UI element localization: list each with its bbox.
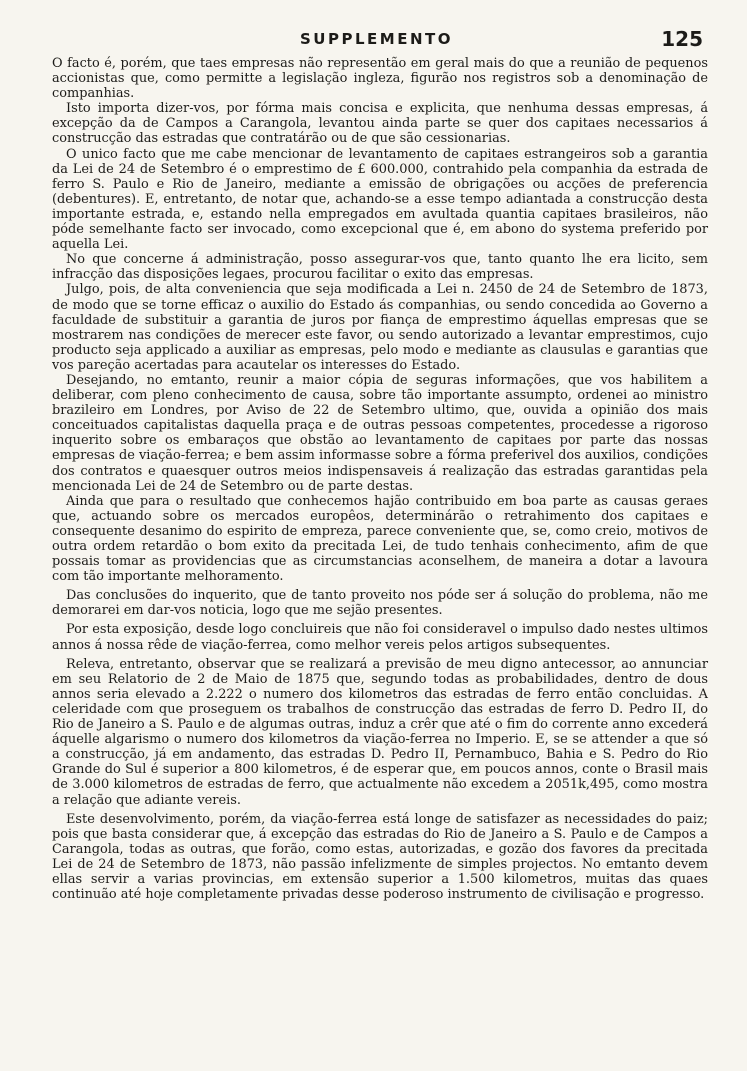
page-header [0, 27, 747, 52]
paragraph: Julgo, pois, de alta conveniencia que seja modificada a Lei n. 2450 de 24 de Setembro de 1873, de modo que se torne efficaz o auxilio do Estado ás companhias, ou sendo concedida ao Governo a faculdade de substituir a garantia de juros por fiança de emprestimo áquellas empresas que se mostrarem nas condições de merecer este favor, ou sendo autorizado a levantar emprestimos, cujo producto seja applicado a auxiliar as empresas, pelo modo e mediante as clausulas e garantias que vos pareção acertadas para acautelar os interesses do Estado. [52, 282, 708, 373]
body-text [52, 56, 708, 902]
paragraph: Este desenvolvimento, porém, da viação-ferrea está longe de satisfazer as necessidades do paiz; pois que basta considerar que, á excepção das estradas do Rio de Janeiro a S. Paulo e de Campos a Carangola, todas as outras, que forão, como estas, autorizadas, e gozão dos favores da precitada Lei de 24 de Setembro de 1873, não passão infelizmente de simples projectos. No emtanto devem ellas servir a varias provincias, em extensão superior a 1.500 kilometros, muitas das quaes continuão até hoje completamente privadas desse poderoso instrumento de civilisação e progresso. [52, 811, 708, 903]
paragraph: Releva, entretanto, observar que se realizará a previsão de meu digno antecessor, ao annunciar em seu Relatorio de 2 de Maio de 1875 que, segundo todas as probabilidades, dentro de dous annos seria elevado a 2.222 o numero dos kilometros das estradas de ferro então concluidas. A celeridade com que proseguem os trabalhos de construcção das estradas de ferro D. Pedro II, do Rio de Janeiro a S. Paulo e de algumas outras, induz a crêr que até o fim do corrente anno excederá áquelle algarismo o numero dos kilometros da viação-ferrea no Imperio. E, se se attender a que só a construcção, já em andamento, das estradas D. Pedro II, Pernambuco, Bahia e S. Pedro do Rio Grande do Sul é superior a 800 kilometros, é de esperar que, em poucos annos, conte o Brasil mais de 3.000 kilometros de estradas de ferro, que actualmente não excedem a 2051k,495, como mostra a relação que adiante vereis. [52, 656, 708, 808]
paragraph: O facto é, porém, que taes empresas não representão em geral mais do que a reunião de pequenos accionistas que, como permitte a legislação ingleza, figurão nos registros sob a denominação de companhias. [52, 56, 708, 102]
running-head: SUPPLEMENTO [300, 30, 453, 48]
paragraph: O unico facto que me cabe mencionar de levantamento de capitaes estrangeiros sob a garantia da Lei de 24 de Setembro é o emprestimo de £ 600.000, contrahido pela companhia da estrada de ferro S. Paulo e Rio de Janeiro, mediante a emissão de obrigações ou acções de preferencia (debentures). E, entretanto, de notar que, achando-se a esse tempo adiantada a construcção desta importante estrada, e, estando nella empregados em avultada quantia capitaes brasileiros, não póde semelhante facto ser invocado, como excepcional que é, em abono do systema preferido por aquella Lei. [52, 146, 708, 253]
paragraph: Desejando, no emtanto, reunir a maior cópia de seguras informações, que vos habilitem a deliberar, com pleno conhecimento de causa, sobre tão importante assumpto, ordenei ao ministro brazileiro em Londres, por Aviso de 22 de Setembro ultimo, que, ouvida a opinião dos mais conceituados capitalistas daquella praça e de outras pessoas competentes, procedesse a rigoroso inquerito sobre os embaraços que obstão ao levantamento de capitaes por parte das nossas empresas de viação-ferrea; e bem assim informasse sobre a fórma preferivel dos auxilios, condições dos contratos e quaesquer outros meios indispensaveis á realização das estradas garantidas pela mencionada Lei de 24 de Setembro ou de parte destas. [52, 372, 708, 494]
paragraph: No que concerne á administração, posso assegurar-vos que, tanto quanto lhe era licito, sem infracção das disposições legaes, procurou facilitar o exito das empresas. [52, 252, 708, 283]
paragraph: Isto importa dizer-vos, por fórma mais concisa e explicita, que nenhuma dessas empresas, á excepção da de Campos a Carangola, levantou ainda parte se quer dos capitaes necessarios á construcção das estradas que contratárão ou de que são cessionarias. [52, 101, 708, 147]
paragraph: Ainda que para o resultado que conhecemos hajão contribuido em boa parte as causas geraes que, actuando sobre os mercados europêos, determinárão o retrahimento dos capitaes e consequente desanimo do espirito de empreza, parece conveniente que, se, como creio, motivos de outra ordem retardão o bom exito da precitada Lei, de tudo tenhais conhecimento, afim de que possais tomar as providencias que as circumstancias aconselhem, de maneira a dotar a lavoura com tão importante melhoramento. [52, 493, 708, 585]
paragraph: Das conclusões do inquerito, que de tanto proveito nos póde ser á solução do problema, não me demorarei em dar-vos noticia, logo que me sejão presentes. [52, 588, 708, 619]
paragraph: Por esta exposição, desde logo concluireis que não foi consideravel o impulso dado nestes ultimos annos á nossa rêde de viação-ferrea, como melhor vereis pelos artigos subsequentes. [52, 622, 708, 653]
page-number: 125 [661, 27, 703, 51]
